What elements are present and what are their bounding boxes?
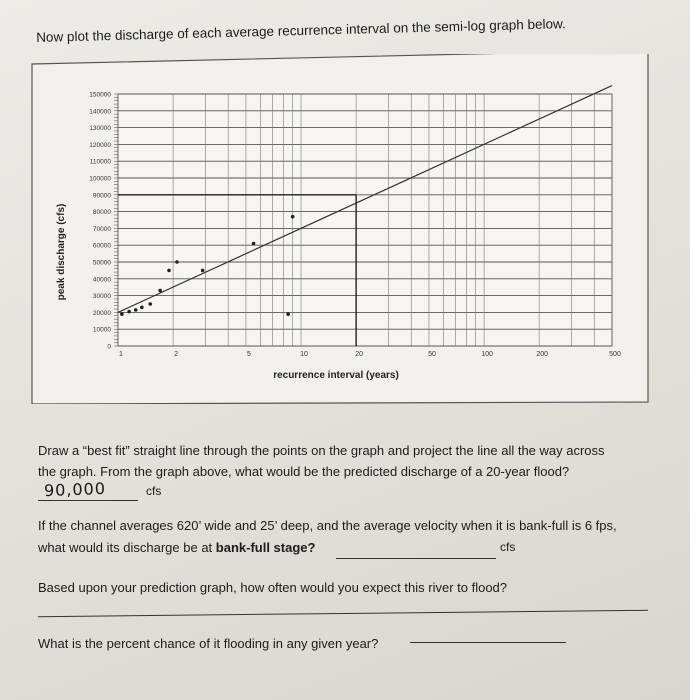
y-tick-label: 30000 bbox=[92, 293, 111, 301]
data-point bbox=[252, 242, 256, 246]
data-point bbox=[175, 260, 179, 264]
chart-grid bbox=[114, 94, 612, 346]
x-tick-label: 100 bbox=[481, 351, 493, 358]
data-point bbox=[201, 269, 205, 273]
data-point bbox=[120, 312, 124, 316]
y-axis-label: peak discharge (cfs) bbox=[56, 203, 67, 301]
q1-answer-line bbox=[38, 500, 138, 501]
data-point bbox=[140, 306, 144, 310]
q2-answer-line[interactable] bbox=[336, 558, 496, 559]
y-tick-label: 90000 bbox=[92, 192, 111, 200]
data-point bbox=[291, 215, 295, 219]
chart-svg bbox=[30, 54, 650, 404]
data-point bbox=[167, 269, 171, 273]
data-point bbox=[127, 310, 131, 314]
data-point bbox=[148, 302, 152, 306]
x-tick-label: 2 bbox=[174, 351, 179, 358]
y-tick-label: 70000 bbox=[92, 225, 111, 233]
y-tick-label: 0 bbox=[107, 343, 111, 351]
y-tick-label: 140000 bbox=[89, 108, 111, 116]
semi-log-chart bbox=[30, 54, 650, 404]
y-tick-label: 40000 bbox=[92, 276, 111, 284]
q4-text: What is the percent chance of it flooding in any given year? bbox=[38, 636, 379, 651]
x-tick-label: 1 bbox=[119, 351, 123, 358]
x-tick-label: 200 bbox=[536, 351, 549, 358]
q3-text: Based upon your prediction graph, how often would you expect this river to flood? bbox=[38, 580, 508, 595]
x-tick-label: 5 bbox=[246, 351, 251, 358]
y-tick-label: 60000 bbox=[92, 242, 111, 250]
x-tick-label: 50 bbox=[428, 351, 436, 358]
instruction-heading: Now plot the discharge of each average recurrence interval on the semi-log graph below. bbox=[36, 16, 567, 45]
x-axis-label: recurrence interval (years) bbox=[273, 370, 399, 381]
plot-area bbox=[118, 94, 612, 346]
x-tick-label: 10 bbox=[300, 351, 308, 358]
q1-unit: cfs bbox=[146, 484, 162, 498]
y-tick-label: 100000 bbox=[89, 175, 111, 183]
q2-bankfull-bold: bank-full stage? bbox=[215, 540, 316, 555]
data-point bbox=[134, 308, 138, 312]
q1-line2: the graph. From the graph above, what would be the predicted discharge of a 20-year flood? bbox=[38, 464, 570, 479]
q1-line1: Draw a “best fit” straight line through the points on the graph and project the line all the way across bbox=[38, 443, 605, 458]
data-point bbox=[158, 289, 162, 293]
y-tick-label: 150000 bbox=[89, 91, 111, 99]
q2-line2 bbox=[38, 540, 315, 555]
y-tick-label: 10000 bbox=[92, 326, 111, 334]
x-tick-label: 20 bbox=[355, 351, 364, 358]
q1-answer-handwritten[interactable]: 90,000 bbox=[43, 478, 107, 501]
q4-answer-line[interactable] bbox=[410, 642, 566, 643]
data-point bbox=[286, 312, 290, 316]
q2-unit: cfs bbox=[500, 540, 516, 554]
x-tick-label: 500 bbox=[609, 351, 621, 358]
y-tick-label: 80000 bbox=[92, 209, 111, 217]
q2-line1: If the channel averages 620’ wide and 25’ deep, and the average velocity when it is bank-full is 6 fps, bbox=[38, 518, 617, 533]
q3-answer-line[interactable] bbox=[38, 610, 648, 617]
y-tick-label: 130000 bbox=[89, 125, 111, 133]
y-tick-label: 120000 bbox=[89, 141, 111, 149]
y-tick-label: 20000 bbox=[92, 309, 111, 317]
y-tick-label: 110000 bbox=[89, 158, 111, 166]
y-tick-label: 50000 bbox=[92, 259, 111, 267]
q2-line2-text: what would its discharge be at bbox=[38, 540, 216, 555]
